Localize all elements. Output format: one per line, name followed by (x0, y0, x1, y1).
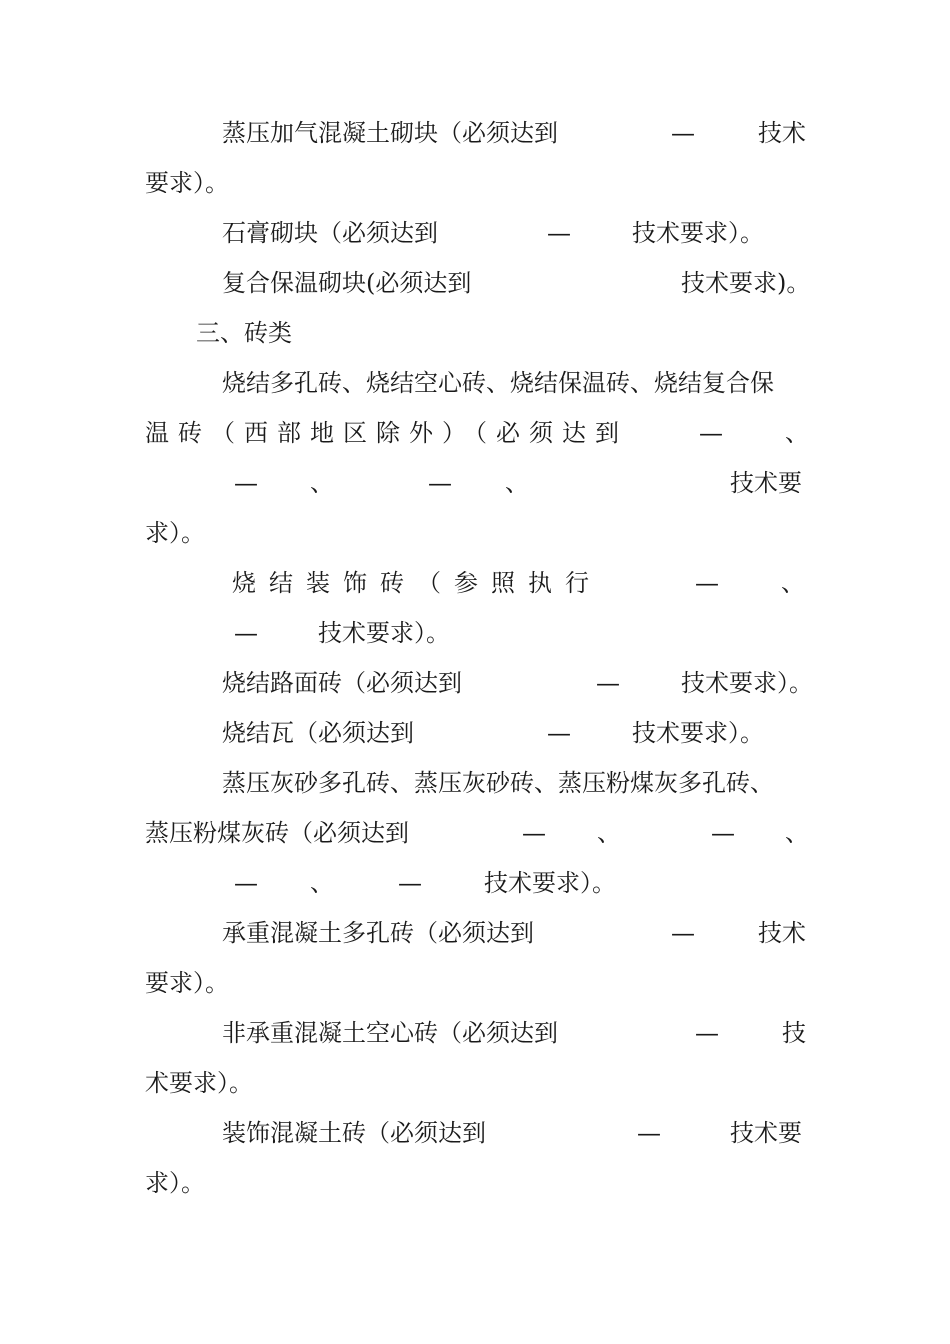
text-line: 装饰混凝土砖（必须达到 (222, 1119, 486, 1147)
text-line: 技术要求）。 (632, 719, 764, 747)
text-line: — (695, 1019, 719, 1047)
text-line: — (637, 1119, 661, 1147)
text-line: 、 (785, 819, 809, 847)
text-line: — (671, 919, 695, 947)
text-line: — (234, 469, 258, 497)
text-line: — (695, 569, 719, 597)
text-line: 求）。 (145, 1169, 205, 1197)
text-line: 要求）。 (145, 169, 229, 197)
text-line: 技术要 (730, 469, 802, 497)
text-line: 石膏砌块（必须达到 (222, 219, 438, 247)
text-line: 技术 (758, 119, 806, 147)
text-line: — (699, 419, 723, 447)
text-line: — (547, 719, 571, 747)
text-line: — (671, 119, 695, 147)
text-line: 蒸压灰砂多孔砖、蒸压灰砂砖、蒸压粉煤灰多孔砖、 (222, 769, 774, 797)
text-line: 烧结多孔砖、烧结空心砖、烧结保温砖、烧结复合保 (222, 369, 774, 397)
text-line: 蒸压加气混凝土砌块（必须达到 (222, 119, 558, 147)
text-line: — (547, 219, 571, 247)
text-line: 、 (310, 469, 334, 497)
text-line: — (398, 869, 422, 897)
text-line: 非承重混凝土空心砖（必须达到 (222, 1019, 558, 1047)
text-line: 蒸压粉煤灰砖（必须达到 (145, 819, 409, 847)
text-line: 烧结路面砖（必须达到 (222, 669, 462, 697)
text-line: 技术要求）。 (318, 619, 450, 647)
text-line: 承重混凝土多孔砖（必须达到 (222, 919, 534, 947)
text-line: 技术要求）。 (681, 669, 813, 697)
text-line: 、 (597, 819, 621, 847)
text-line: 技 (782, 1019, 806, 1047)
text-line: 技术要求）。 (632, 219, 764, 247)
text-line: 、 (310, 869, 334, 897)
text-line: — (234, 869, 258, 897)
text-line: — (596, 669, 620, 697)
text-line: 技术要求)。 (681, 269, 811, 297)
text-line: 温砖（西部地区除外）（必须达到 (145, 419, 628, 447)
section-heading: 三、砖类 (196, 319, 292, 347)
text-line: 、 (505, 469, 529, 497)
text-line: 技术要 (730, 1119, 802, 1147)
text-line: 术要求）。 (145, 1069, 253, 1097)
text-line: — (428, 469, 452, 497)
text-line: 求）。 (145, 519, 205, 547)
text-line: 烧结瓦（必须达到 (222, 719, 414, 747)
text-line: 要求）。 (145, 969, 229, 997)
text-line: 技术 (758, 919, 806, 947)
text-line: — (711, 819, 735, 847)
text-line: 、 (781, 569, 805, 597)
text-line: 复合保温砌块(必须达到 (222, 269, 472, 297)
text-line: 、 (785, 419, 809, 447)
text-line: — (234, 619, 258, 647)
text-line: — (522, 819, 546, 847)
text-line: 技术要求）。 (484, 869, 616, 897)
text-line: 烧结装饰砖（参照执行 (232, 569, 602, 597)
